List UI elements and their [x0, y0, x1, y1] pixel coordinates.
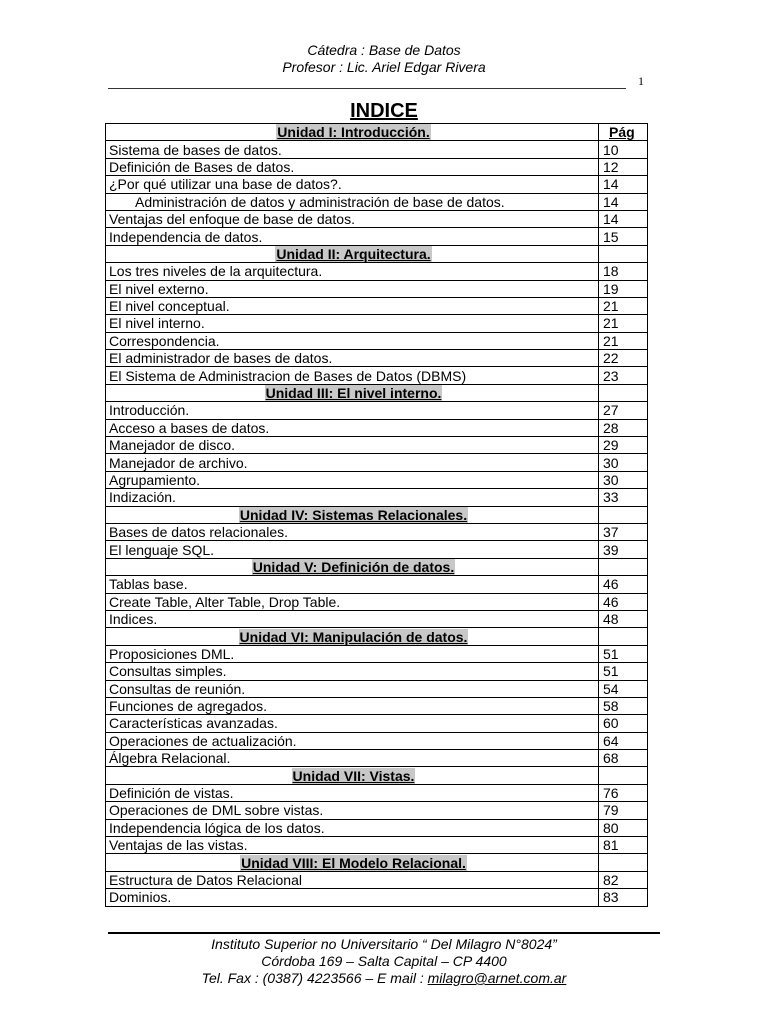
entry-page: 23 — [599, 367, 648, 384]
index-entry-row — [106, 489, 648, 506]
entry-title: Consultas simples. — [109, 663, 227, 680]
index-entry-row — [106, 802, 648, 819]
index-entry-row — [106, 576, 648, 593]
entry-page: 54 — [599, 680, 648, 697]
entry-title-cell — [106, 610, 599, 627]
entry-page: 12 — [599, 158, 648, 175]
page-number: 1 — [638, 74, 644, 88]
entry-title: El Sistema de Administracion de Bases de Datos (DBMS) — [109, 367, 467, 384]
index-entry-row — [106, 471, 648, 488]
entry-title-cell — [106, 141, 599, 158]
entry-title-cell — [106, 315, 599, 332]
entry-title: Funciones de agregados. — [109, 698, 267, 715]
index-entry-row — [106, 367, 648, 384]
page-header-cell — [599, 124, 648, 141]
entry-page: 19 — [599, 280, 648, 297]
contact-phone: Tel. Fax : (0387) 4223566 – E mail : — [201, 970, 428, 986]
entry-title-cell — [106, 332, 599, 349]
entry-title: Proposiciones DML. — [109, 645, 235, 662]
entry-page: 15 — [599, 228, 648, 245]
entry-title: Independencia lógica de los datos. — [109, 819, 325, 836]
entry-title-cell — [106, 489, 599, 506]
entry-page: 83 — [599, 889, 648, 906]
index-table — [105, 123, 648, 907]
index-entry-row — [106, 784, 648, 801]
unit-title: Unidad VIII: El Modelo Relacional. — [241, 854, 466, 871]
entry-title-cell — [106, 732, 599, 749]
entry-title-cell — [106, 228, 599, 245]
entry-title: Acceso a bases de datos. — [109, 419, 270, 436]
index-entry-row — [106, 889, 648, 906]
entry-title-cell — [106, 297, 599, 314]
index-entry-row — [106, 680, 648, 697]
entry-title-cell — [106, 715, 599, 732]
unit-title-cell — [106, 558, 599, 575]
entry-page: 82 — [599, 871, 648, 888]
entry-title-cell — [106, 367, 599, 384]
page-header-cell — [599, 767, 648, 784]
index-entry-row — [106, 280, 648, 297]
page-header-cell — [599, 628, 648, 645]
entry-title-cell — [106, 593, 599, 610]
entry-title-cell — [106, 158, 599, 175]
entry-page: 28 — [599, 419, 648, 436]
entry-title-cell — [106, 541, 599, 558]
index-entry-row — [106, 297, 648, 314]
entry-page: 30 — [599, 454, 648, 471]
entry-title-cell — [106, 419, 599, 436]
index-entry-row — [106, 871, 648, 888]
unit-header-row — [106, 506, 648, 523]
entry-title: Agrupamiento. — [109, 472, 201, 488]
unit-header-row — [106, 854, 648, 871]
entry-page: 79 — [599, 802, 648, 819]
entry-title: Dominios. — [109, 889, 172, 906]
unit-title-cell — [106, 628, 599, 645]
index-entry-row — [106, 645, 648, 662]
entry-title-cell — [106, 889, 599, 906]
course-label: Cátedra : Base de Datos — [307, 42, 461, 58]
institute-contact — [0, 970, 768, 987]
footer-rule — [108, 932, 660, 934]
entry-page: 64 — [599, 732, 648, 749]
entry-title: Operaciones de DML sobre vistas. — [109, 802, 324, 819]
page-header-cell — [599, 245, 648, 262]
entry-title: Manejador de disco. — [109, 437, 236, 454]
entry-title: Independencia de datos. — [109, 228, 263, 245]
entry-page: 27 — [599, 402, 648, 419]
page-column-header: Pág — [609, 124, 635, 141]
entry-page: 22 — [599, 350, 648, 367]
unit-title-cell — [106, 245, 599, 262]
entry-title-cell — [106, 697, 599, 714]
entry-title-cell — [106, 471, 599, 488]
index-entry-row — [106, 419, 648, 436]
entry-page: 51 — [599, 663, 648, 680]
entry-title: Manejador de archivo. — [109, 454, 248, 471]
entry-page: 10 — [599, 141, 648, 158]
entry-title: Create Table, Alter Table, Drop Table. — [109, 593, 341, 610]
entry-title: Administración de datos y administración de base de datos. — [135, 193, 505, 210]
unit-header-row — [106, 384, 648, 401]
index-entry-row — [106, 715, 648, 732]
entry-page: 14 — [599, 193, 648, 210]
entry-title: El administrador de bases de datos. — [109, 350, 333, 367]
page-footer — [0, 936, 768, 987]
entry-title: Estructura de Datos Relacional — [109, 871, 302, 888]
entry-page: 14 — [599, 176, 648, 193]
entry-title: Correspondencia. — [109, 332, 220, 349]
index-entry-row — [106, 176, 648, 193]
entry-page: 30 — [599, 471, 648, 488]
index-entry-row — [106, 697, 648, 714]
entry-page: 21 — [599, 297, 648, 314]
index-entry-row — [106, 141, 648, 158]
unit-title: Unidad III: El nivel interno. — [265, 385, 442, 402]
index-entry-row — [106, 263, 648, 280]
entry-title: ¿Por qué utilizar una base de datos?. — [109, 176, 342, 193]
entry-title-cell — [106, 871, 599, 888]
index-entry-row — [106, 732, 648, 749]
index-entry-row — [106, 837, 648, 854]
entry-title: Sistema de bases de datos. — [109, 141, 282, 158]
entry-title: Indización. — [109, 489, 176, 506]
entry-title: El lenguaje SQL. — [109, 541, 215, 558]
entry-page: 48 — [599, 610, 648, 627]
entry-title: Indices. — [109, 611, 158, 628]
entry-title: Consultas de reunión. — [109, 680, 246, 697]
entry-page: 29 — [599, 437, 648, 454]
unit-title-cell — [106, 384, 599, 401]
index-entry-row — [106, 158, 648, 175]
index-entry-row — [106, 402, 648, 419]
unit-title: Unidad V: Definición de datos. — [252, 558, 455, 575]
entry-title-cell — [106, 645, 599, 662]
index-entry-row — [106, 819, 648, 836]
entry-title-cell — [106, 837, 599, 854]
index-entry-row — [106, 593, 648, 610]
entry-title: Características avanzadas. — [109, 715, 278, 732]
index-entry-row — [106, 350, 648, 367]
entry-page: 39 — [599, 541, 648, 558]
entry-title-cell — [106, 576, 599, 593]
index-entry-row — [106, 541, 648, 558]
entry-title-cell — [106, 663, 599, 680]
index-entry-row — [106, 332, 648, 349]
header-rule — [108, 88, 626, 89]
unit-header-row — [106, 124, 648, 141]
entry-title-cell — [106, 784, 599, 801]
entry-page: 76 — [599, 784, 648, 801]
entry-title: Tablas base. — [109, 576, 188, 593]
entry-title-cell — [106, 819, 599, 836]
entry-title: Bases de datos relacionales. — [109, 524, 288, 541]
unit-header-row — [106, 628, 648, 645]
institute-address: Córdoba 169 – Salta Capital – CP 4400 — [261, 953, 507, 969]
entry-title-cell — [106, 176, 599, 193]
entry-page: 58 — [599, 697, 648, 714]
index-entry-row — [106, 750, 648, 767]
entry-title-cell — [106, 193, 599, 210]
entry-page: 51 — [599, 645, 648, 662]
unit-header-row — [106, 558, 648, 575]
entry-title-cell — [106, 437, 599, 454]
entry-title: Definición de vistas. — [109, 785, 234, 802]
entry-title: Ventajas del enfoque de base de datos. — [109, 211, 355, 228]
entry-title-cell — [106, 802, 599, 819]
entry-page: 60 — [599, 715, 648, 732]
index-table-body — [106, 124, 648, 907]
page-header-cell — [599, 558, 648, 575]
unit-title-cell — [106, 124, 599, 141]
entry-page: 46 — [599, 576, 648, 593]
entry-page: 14 — [599, 210, 648, 227]
index-entry-row — [106, 610, 648, 627]
unit-title: Unidad IV: Sistemas Relacionales. — [239, 506, 468, 523]
entry-page: 68 — [599, 750, 648, 767]
index-entry-row — [106, 663, 648, 680]
page-header-cell — [599, 384, 648, 401]
unit-title-cell — [106, 854, 599, 871]
index-entry-row — [106, 228, 648, 245]
index-entry-row — [106, 315, 648, 332]
entry-title: Operaciones de actualización. — [109, 732, 297, 749]
unit-title-cell — [106, 506, 599, 523]
entry-title-cell — [106, 263, 599, 280]
index-entry-row — [106, 523, 648, 540]
unit-title: Unidad I: Introducción. — [277, 124, 430, 141]
entry-page: 80 — [599, 819, 648, 836]
entry-page: 81 — [599, 837, 648, 854]
entry-title-cell — [106, 523, 599, 540]
entry-title: Introducción. — [109, 402, 190, 419]
entry-title: Definición de Bases de datos. — [109, 158, 295, 175]
entry-title-cell — [106, 454, 599, 471]
entry-title: Ventajas de las vistas. — [109, 837, 248, 854]
entry-page: 18 — [599, 263, 648, 280]
entry-title: El nivel conceptual. — [109, 298, 230, 315]
page-header — [0, 42, 768, 76]
index-title: INDICE — [350, 100, 418, 122]
entry-title-cell — [106, 210, 599, 227]
entry-page: 33 — [599, 489, 648, 506]
entry-title: Álgebra Relacional. — [109, 750, 231, 767]
unit-header-row — [106, 767, 648, 784]
entry-page: 21 — [599, 315, 648, 332]
unit-title: Unidad II: Arquitectura. — [276, 245, 431, 262]
index-entry-row — [106, 193, 648, 210]
email-link[interactable]: milagro@arnet.com.ar — [427, 970, 567, 986]
index-entry-row — [106, 437, 648, 454]
unit-header-row — [106, 245, 648, 262]
entry-page: 37 — [599, 523, 648, 540]
page-header-cell — [599, 506, 648, 523]
entry-title-cell — [106, 750, 599, 767]
index-entry-row — [106, 210, 648, 227]
unit-title: Unidad VI: Manipulación de datos. — [239, 628, 468, 645]
entry-title: El nivel interno. — [109, 315, 205, 332]
professor-label: Profesor : Lic. Ariel Edgar Rivera — [282, 59, 486, 75]
entry-title-cell — [106, 402, 599, 419]
page-header-cell — [599, 854, 648, 871]
entry-title: El nivel externo. — [109, 280, 209, 297]
entry-page: 21 — [599, 332, 648, 349]
institute-name: Instituto Superior no Universitario “ Del Milagro N°8024” — [211, 936, 557, 952]
unit-title-cell — [106, 767, 599, 784]
unit-title: Unidad VII: Vistas. — [292, 767, 415, 784]
index-entry-row — [106, 454, 648, 471]
entry-page: 46 — [599, 593, 648, 610]
entry-title: Los tres niveles de la arquitectura. — [109, 263, 323, 280]
entry-title-cell — [106, 680, 599, 697]
entry-title-cell — [106, 350, 599, 367]
entry-title-cell — [106, 280, 599, 297]
